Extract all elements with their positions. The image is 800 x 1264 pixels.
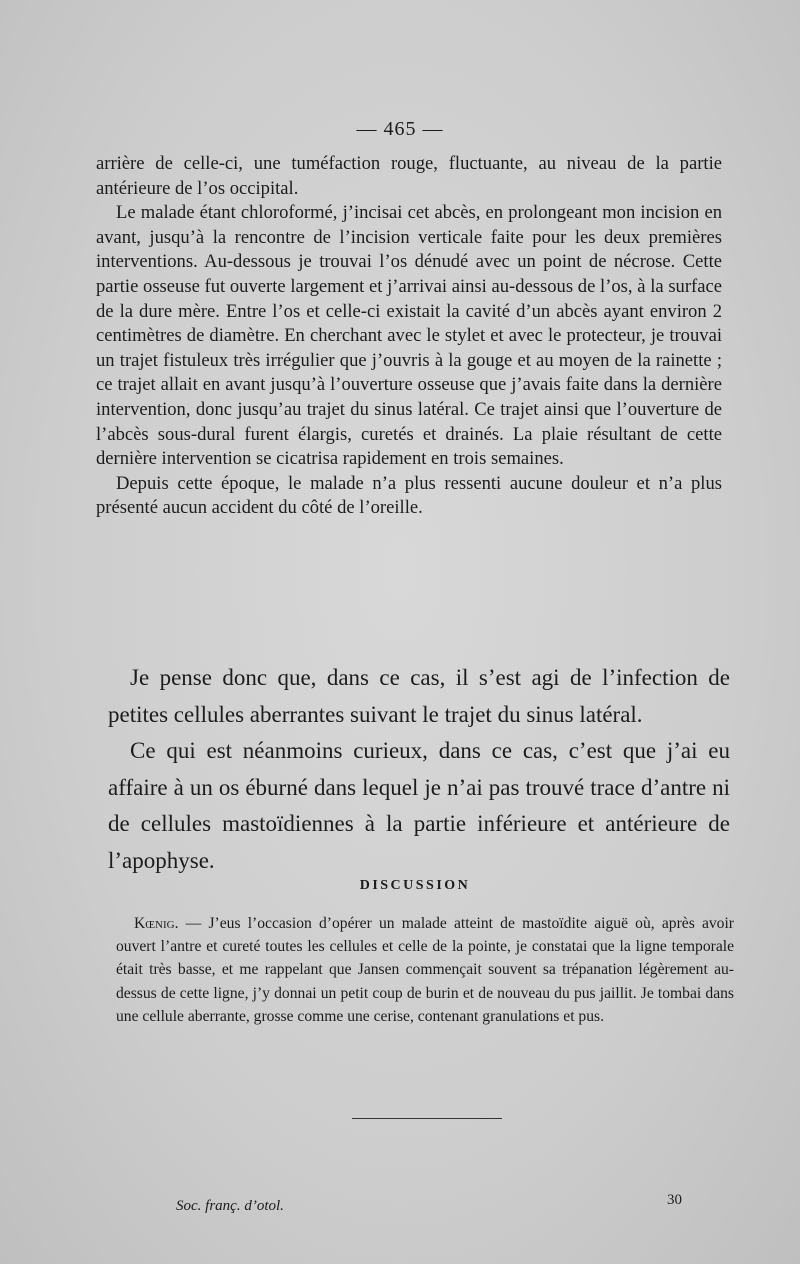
footer-sheet-number: 30 <box>667 1192 682 1208</box>
paragraph: arrière de celle-ci, une tuméfaction rouge, fluctuante, au niveau de la partie antérieure de l’os occipital. <box>96 153 722 199</box>
speaker-name: Kœnig. <box>134 915 179 932</box>
top-text-block <box>96 152 722 521</box>
discussion-text: — J’eus l’occasion d’opérer un malade atteint de mastoïdite aiguë où, après avoir ouvert l’antre et cureté toutes les cellules et celle de la pointe, je constatai que la ligne temporale était très basse, et me rappelant que Jansen commençait souvent sa trépanation légèrement au-dessus de cette ligne, j’y donnai un petit coup de burin et de nouveau du pus jaillit. Je tombai dans une cellule aberrante, grosse comme une cerise, contenant granulations et pus. <box>116 915 734 1025</box>
discussion-paragraph <box>116 912 734 1028</box>
separator-rule <box>352 1118 502 1119</box>
paragraph: Ce qui est néanmoins curieux, dans ce cas, c’est que j’ai eu affaire à un os éburné dans lequel je n’ai pas trouvé trace d’antre ni de cellules mastoïdiennes à la partie inférieure et antérieure de l’apophyse. <box>108 738 730 873</box>
paragraph: Depuis cette époque, le malade n’a plus ressenti aucune douleur et n’a plus présenté aucun accident du côté de l’oreille. <box>96 472 722 519</box>
discussion-text-block <box>116 912 734 1028</box>
page-number: — 465 — <box>356 118 444 140</box>
footer-signature: Soc. franç. d’otol. <box>176 1198 284 1214</box>
paragraph: Je pense donc que, dans ce cas, il s’est agi de l’infection de petites cellules aberrantes suivant le trajet du sinus latéral. <box>108 665 730 727</box>
discussion-heading: DISCUSSION <box>359 878 471 893</box>
conclusion-text-block <box>108 660 730 879</box>
paragraph: Le malade étant chloroformé, j’incisai cet abcès, en prolongeant mon incision en avant, jusqu’à la rencontre de l’incision verticale faite pour les deux premières interventions. Au-dessous je trouvai l’os dénudé avec un point de nécrose. Cette partie osseuse fut ouverte largement et j’arrivai ainsi au-dessous de l’os, à la surface de la dure mère. Entre l’os et celle-ci existait la cavité d’un abcès ayant environ 2 centimètres de diamètre. En cherchant avec le stylet et avec le protecteur, je trouvai un trajet fistuleux très irrégulier que j’ouvris à la gouge et au moyen de la rainette ; ce trajet allait en avant jusqu’à l’ouverture osseuse que j’avais faite dans la dernière intervention, donc jusqu’au trajet du sinus latéral. Ce trajet ainsi que l’ouverture de l’abcès sous-dural furent élargis, curetés et drainés. La plaie résultant de cette dernière intervention se cicatrisa rapidement en trois semaines. <box>96 202 722 470</box>
